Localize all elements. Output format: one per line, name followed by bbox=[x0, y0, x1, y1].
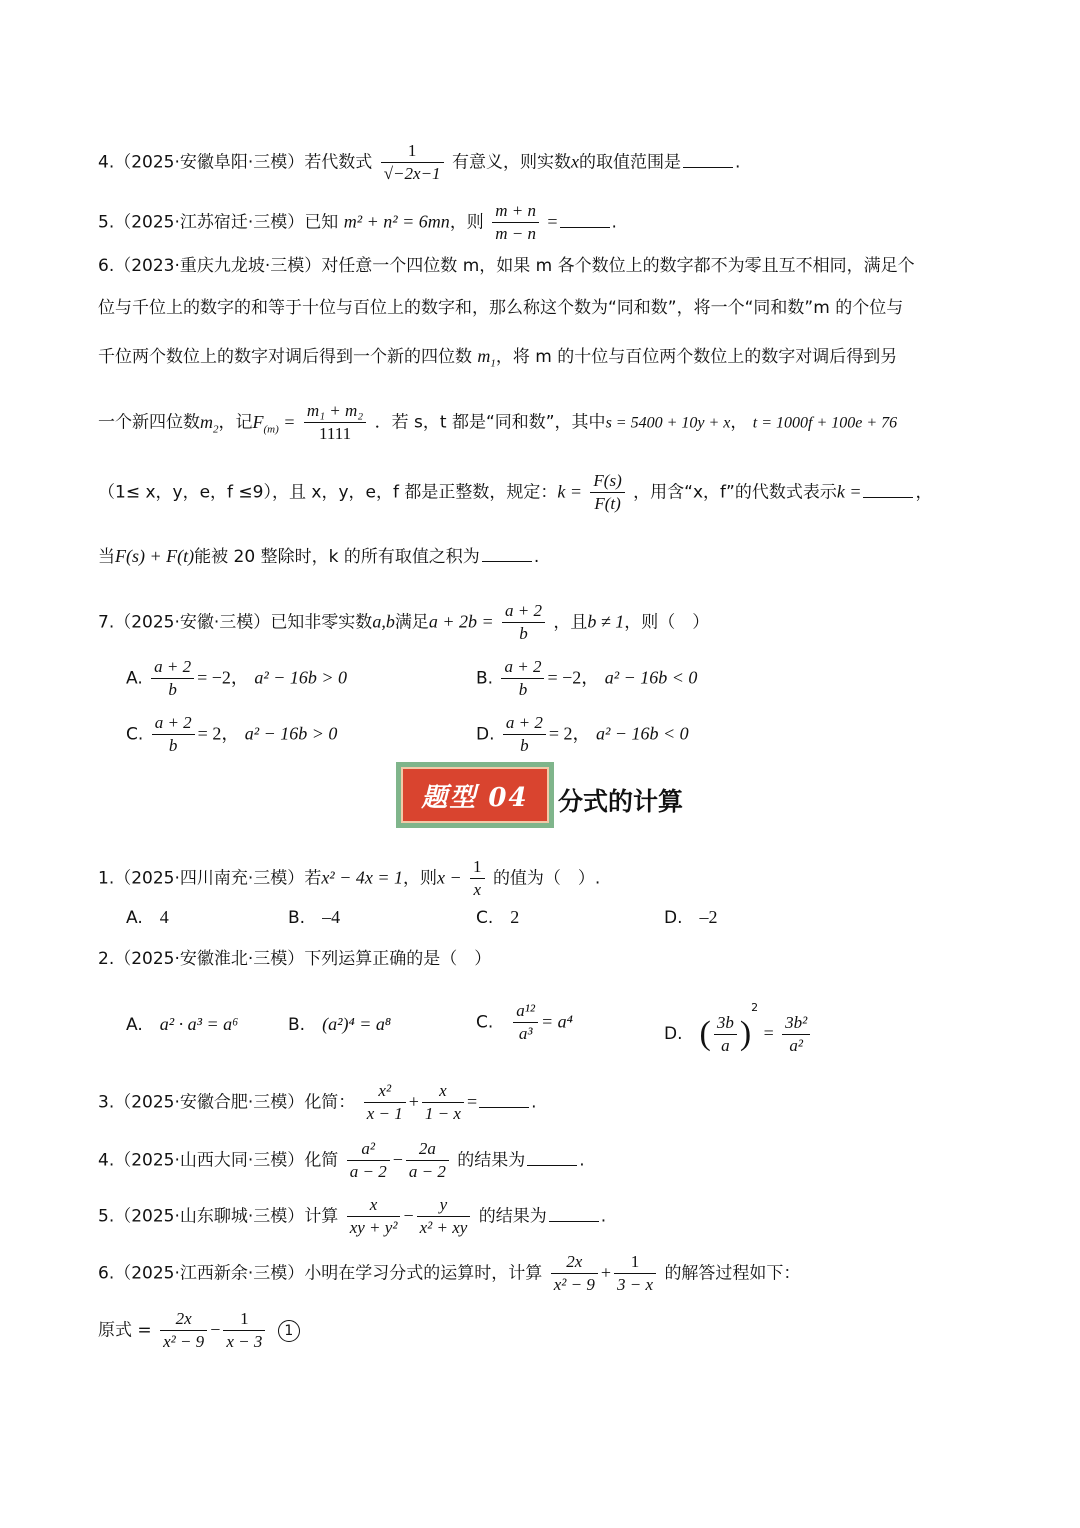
fraction: $\frac{\text{m₁ + m₂}}{1111}$ bbox=[304, 400, 366, 445]
option-c[interactable]: C. $\frac{a + 2}{b}$ = 2， a² − 16b > 0 bbox=[126, 713, 338, 755]
fraction: $\frac{a + 2}{b}$ bbox=[502, 600, 545, 645]
problem-6-line-2: 位与千位上的数字的和等于十位与百位上的数字和，那么称这个数为“同和数”，将一个“同和数”m 的个位与 bbox=[98, 298, 904, 318]
option-d[interactable]: D. $\frac{a + 2}{b}$ = 2， a² − 16b < 0 bbox=[476, 713, 689, 755]
problem-2-4: 4.（2025·山西大同·三模）化简 $\frac{\text{a²}}{a - 2}$ − $\frac{2a}{a - 2}$ 的结果为 . bbox=[98, 1139, 585, 1181]
option-a[interactable]: A. a² · a³ = a⁶ bbox=[126, 1014, 239, 1035]
problem-6-line-4: 一个新四位数$m_2$，记$F_{(m)}$ = $\frac{\text{m₁ + m₂}}{1111}$ ．若 s，t 都是“同和数”，其中s = 5400 + 10y + x， t = 1000f + 100e + 76 bbox=[98, 401, 898, 443]
section-badge-label: 题型 04 bbox=[401, 767, 549, 823]
problem-2-1: 1.（2025·四川南充·三模）若x² − 4x = 1，则x − $\frac{1}{x}$ 的值为（ ）. bbox=[98, 857, 601, 899]
section-title: 分式的计算 bbox=[558, 787, 684, 816]
problem-6-line-5: （1≤ x，y，e，f ≤9），且 x，y，e，f 都是正整数，规定：k = $\frac{F(s)}{F(t)}$ ，用含“x，f”的代数式表示k = ， bbox=[98, 471, 933, 513]
answer-blank bbox=[560, 211, 610, 228]
option-b[interactable]: B. –4 bbox=[288, 907, 341, 928]
option-b[interactable]: B. $\frac{a + 2}{b}$ = −2， a² − 16b < 0 bbox=[476, 657, 698, 699]
option-a[interactable]: A. 4 bbox=[126, 907, 169, 928]
problem-6-line-6: 当F(s) + F(t)能被 20 整除时，k 的所有取值之积为 . bbox=[98, 546, 540, 567]
fraction: $\frac{1}{√-2x-1}$ bbox=[381, 140, 444, 185]
problem-4: 4.（2025·安徽阜阳·三模）若代数式 $\frac{1}{√-2x-1}$ 有意义，则实数x的取值范围是 . bbox=[98, 141, 741, 183]
step-marker: 1 bbox=[278, 1320, 300, 1342]
problem-7: 7.（2025·安徽·三模）已知非零实数a,b满足a + 2b = $\frac{a + 2}{b}$ ，且b ≠ 1，则（ ） bbox=[98, 601, 710, 643]
problem-2-6: 6.（2025·江西新余·三模）小明在学习分式的运算时，计算 $\frac{2x}{\text{x² − 9}}$ + $\frac{1}{3 - x}$ 的解答过程如下： bbox=[98, 1252, 801, 1294]
answer-blank bbox=[527, 1149, 577, 1166]
option-b[interactable]: B. (a²)⁴ = a⁸ bbox=[288, 1014, 392, 1035]
solution-step-1: 原式 = $\frac{2x}{\text{x² − 9}}$ − $\frac{1}{x - 3}$ 1 bbox=[98, 1308, 300, 1353]
answer-blank bbox=[479, 1091, 529, 1108]
answer-blank bbox=[549, 1205, 599, 1222]
answer-blank bbox=[482, 545, 532, 562]
problem-5: 5.（2025·江苏宿迁·三模）已知 m² + n² = 6mn，则 $\frac{m + n}{m - n}$ = . bbox=[98, 201, 617, 243]
option-d[interactable]: D. ( $\frac{3b}{a}$ )$^2$ = $\frac{\text{3b²}}{\text{a²}}$ bbox=[664, 996, 813, 1057]
answer-blank bbox=[863, 481, 913, 498]
fraction: $\frac{1}{x}$ bbox=[470, 856, 485, 901]
problem-6-line-3: 千位两个数位上的数字对调后得到一个新的四位数 $m_1$，将 m 的十位与百位两个数位上的数字对调后得到另 bbox=[98, 346, 898, 370]
option-d[interactable]: D. –2 bbox=[664, 907, 718, 928]
problem-2-3: 3.（2025·安徽合肥·三模）化简： $\frac{\text{x²}}{x - 1}$ + $\frac{x}{1 - x}$ = . bbox=[98, 1081, 537, 1123]
option-c[interactable]: C. 2 bbox=[476, 907, 520, 928]
problem-2-5: 5.（2025·山东聊城·三模）计算 $\frac{x}{\text{xy + y²}}$ − $\frac{y}{\text{x² + xy}}$ 的结果为 . bbox=[98, 1195, 607, 1237]
fraction: $\frac{F(s)}{F(t)}$ bbox=[590, 470, 624, 515]
option-c[interactable]: C. $\frac{\text{a¹²}}{\text{a³}}$ = a⁴ bbox=[476, 1001, 573, 1043]
option-a[interactable]: A. $\frac{a + 2}{b}$ = −2， a² − 16b > 0 bbox=[126, 657, 348, 699]
section-badge bbox=[396, 762, 554, 828]
fraction: $\frac{m + n}{m - n}$ bbox=[492, 200, 539, 245]
problem-2-2: 2.（2025·安徽淮北·三模）下列运算正确的是（ ） bbox=[98, 949, 492, 969]
answer-blank bbox=[683, 151, 733, 168]
problem-6-line-1: 6.（2023·重庆九龙坡·三模）对任意一个四位数 m，如果 m 各个数位上的数字都不为零且互不相同，满足个 bbox=[98, 256, 915, 276]
